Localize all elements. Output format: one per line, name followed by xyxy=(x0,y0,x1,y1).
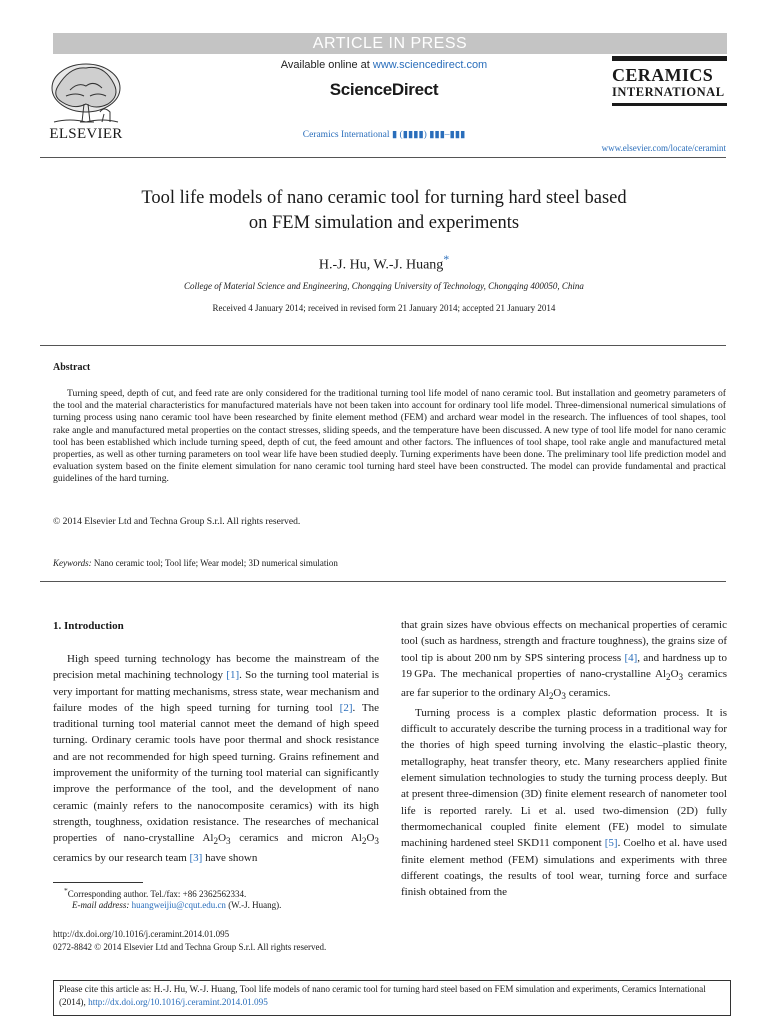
article-in-press-banner: ARTICLE IN PRESS xyxy=(53,33,727,54)
keywords-list: Nano ceramic tool; Tool life; Wear model; 3D numerical simulation xyxy=(93,558,338,568)
ref-link-5[interactable]: [5] xyxy=(604,837,618,850)
footnote-text: Corresponding author. Tel./fax: +86 2362562334. xyxy=(67,889,247,899)
journal-homepage-link[interactable]: www.elsevier.com/locate/ceramint xyxy=(601,143,726,153)
keywords xyxy=(53,558,338,568)
publisher-name: ELSEVIER xyxy=(49,126,123,142)
section-heading-introduction: 1. Introduction xyxy=(53,620,124,632)
received-dates: Received 4 January 2014; received in revised form 21 January 2014; accepted 21 January 2014 xyxy=(212,303,556,313)
logo-title: CERAMICS xyxy=(612,65,714,85)
left-column xyxy=(53,651,379,866)
abstract-heading: Abstract xyxy=(53,362,91,373)
citation-text: Please cite this article as: H.-J. Hu, W.-J. Huang, Tool life models of nano ceramic tool for turning hard steel based on FEM simulation and experiments, Ceramics International (2014), xyxy=(59,984,706,1007)
abstract-copyright: © 2014 Elsevier Ltd and Techna Group S.r.l. All rights reserved. xyxy=(53,516,301,527)
ceramics-international-logo xyxy=(612,56,727,106)
corresponding-author-mark[interactable]: * xyxy=(443,253,450,266)
text-run: , and hardness up to 19 GPa. The mechanical properties of nano-crystalline xyxy=(401,651,727,680)
abstract-divider-top xyxy=(40,345,726,346)
header-divider xyxy=(40,157,726,158)
sciencedirect-link[interactable]: www.sciencedirect.com xyxy=(372,59,488,71)
logo-bar-bottom xyxy=(612,103,727,106)
logo-bar-top xyxy=(612,56,727,61)
abstract-text: Turning speed, depth of cut, and feed rate are only considered for the traditional turning tool life model of nano ceramic tool. But installation and geometry parameters of the tool and the material characteristics for manufactured materials have not been taken into account for ordinary tool life model. Three-dimensional numerical simulations of turning process using nano ceramic tool have been researched by finite element method (FEM) and archard wear model in the research. The influences of tool shapes, tool rake angle and manufactured metal properties on the contact stresses, sliding speeds, and the temperature have been discussed. A new type of tool life model for nano ceramic tool has been established which include turning speed, depth of cut, the feed amount and other factors. The influences of tool shape, tool rake angle and manufactured metal properties, as well as other turning parameters on tool wear life have been studied deeply. Turning experiments have been done. The preliminary tool life prediction model and evaluation system based on the finite element simulation for nano ceramic tool turning hard steel have been constructed. The model can provide fundamental and practical guidelines of the hard turning. xyxy=(53,388,726,485)
formula-al2o3: $Al_2O_3$ xyxy=(350,832,379,847)
ref-link-1[interactable]: [1] xyxy=(226,669,240,682)
email-footnote xyxy=(72,900,281,910)
citation-box xyxy=(53,980,731,1016)
email-label: E-mail address: xyxy=(72,900,130,910)
author-names: H.-J. Hu, W.-J. Huang xyxy=(318,257,444,273)
logo-subtitle: INTERNATIONAL xyxy=(612,85,725,99)
right-column xyxy=(401,617,727,900)
corresponding-author-footnote xyxy=(64,886,246,899)
intro-paragraph-2 xyxy=(401,705,727,901)
keywords-label: Keywords: xyxy=(53,558,92,568)
ref-link-2[interactable]: [2] xyxy=(339,701,353,714)
text-run: . The traditional turning tool material cannot meet the demand of high speed turning. Ordinary ceramic tools have poor thermal and shock resistance and are not recommended for high speed turning. Grains refinement and improvement the uniformity of the turning tool material can significantly improve the performance of the tool, and the development of nano ceramic (mainly refers to the nanocomposite ceramics) with its high strength, toughness, oxidation resistance. The researches of mechanical properties of nano-crystalline xyxy=(53,701,379,845)
text-run: High speed turning technology has become the mainstream of the precision metal machining technology xyxy=(53,653,379,682)
available-prefix: Available online at xyxy=(280,59,373,71)
email-suffix: (W.-J. Huang). xyxy=(225,900,282,910)
intro-paragraph-1-continued xyxy=(401,617,727,705)
footnote-rule xyxy=(53,882,143,883)
issn-copyright: 0272-8842 © 2014 Elsevier Ltd and Techna Group S.r.l. All rights reserved. xyxy=(53,942,327,952)
doi-link[interactable]: http://dx.doi.org/10.1016/j.ceramint.2014.01.095 xyxy=(53,929,230,939)
text-run: that grain sizes have obvious effects on mechanical properties of ceramic tool (such as hardness, strength and fracture toughness), the grains size of tool tip is about 200 nm by SPS sintering process xyxy=(401,619,727,664)
text-run: ceramics and micron xyxy=(230,832,351,845)
intro-paragraph-1 xyxy=(53,651,379,866)
text-run: Turning process is a complex plastic deformation process. It is difficult to accurately describe the turning process in a traditional way for the thories of high speed turning involving the elastic–plastic theory, metallography, heat transfer theory, etc. Many researchers applied finite element simulation technologies to study the turning process deeply. But at present three-dimension (3D) finite element research of nanometer tool life is reported rarely. Li et al. used two-dimension (2D) fully thermomechanical coupled finite element (FE) model to simulate machining hardened steel SKD11 component xyxy=(401,706,727,850)
text-run: ceramics by our research team xyxy=(53,851,190,864)
title-line-2: on FEM simulation and experiments xyxy=(248,213,520,233)
text-run: . Coelho et al. have used finite element method (FEM) simulations and experiments with three different coatings, the results of tool wear, turning force and surface finish obtained from the xyxy=(401,837,727,899)
email-link[interactable]: huangweijiu@cqut.edu.cn xyxy=(131,900,226,910)
ref-link-4[interactable]: [4] xyxy=(624,651,638,664)
footnote-mark: * xyxy=(64,886,68,895)
sciencedirect-logo[interactable]: ScienceDirect xyxy=(329,80,439,99)
text-run: . So the turning tool material is very important for matting mechanisms, stress state, wear mechanism and failure modes of the high speed turning for turning tool xyxy=(53,669,379,714)
citation-doi-link[interactable]: http://dx.doi.org/10.1016/j.ceramint.2014.01.095 xyxy=(88,997,268,1007)
formula-al2o3: $Al_2O_3$ xyxy=(655,667,684,683)
authors xyxy=(0,253,768,274)
text-run: ceramics are far superior to the ordinary xyxy=(401,667,727,700)
abstract-divider-bottom xyxy=(40,581,726,582)
formula-al2o3: $Al_2O_3$ xyxy=(202,832,231,847)
journal-issue-line[interactable]: Ceramics International ▮ (▮▮▮▮) ▮▮▮–▮▮▮ xyxy=(302,130,466,140)
article-title xyxy=(60,186,708,236)
title-line-1: Tool life models of nano ceramic tool for turning hard steel based xyxy=(141,188,627,208)
affiliation: College of Material Science and Engineering, Chongqing University of Technology, Chongqing 400050, China xyxy=(184,281,584,291)
formula-al2o3: $Al_2O_3$ xyxy=(537,687,566,702)
text-run: ceramics. xyxy=(565,687,611,700)
ref-link-3[interactable]: [3] xyxy=(189,851,203,864)
text-run: have shown xyxy=(202,851,258,864)
